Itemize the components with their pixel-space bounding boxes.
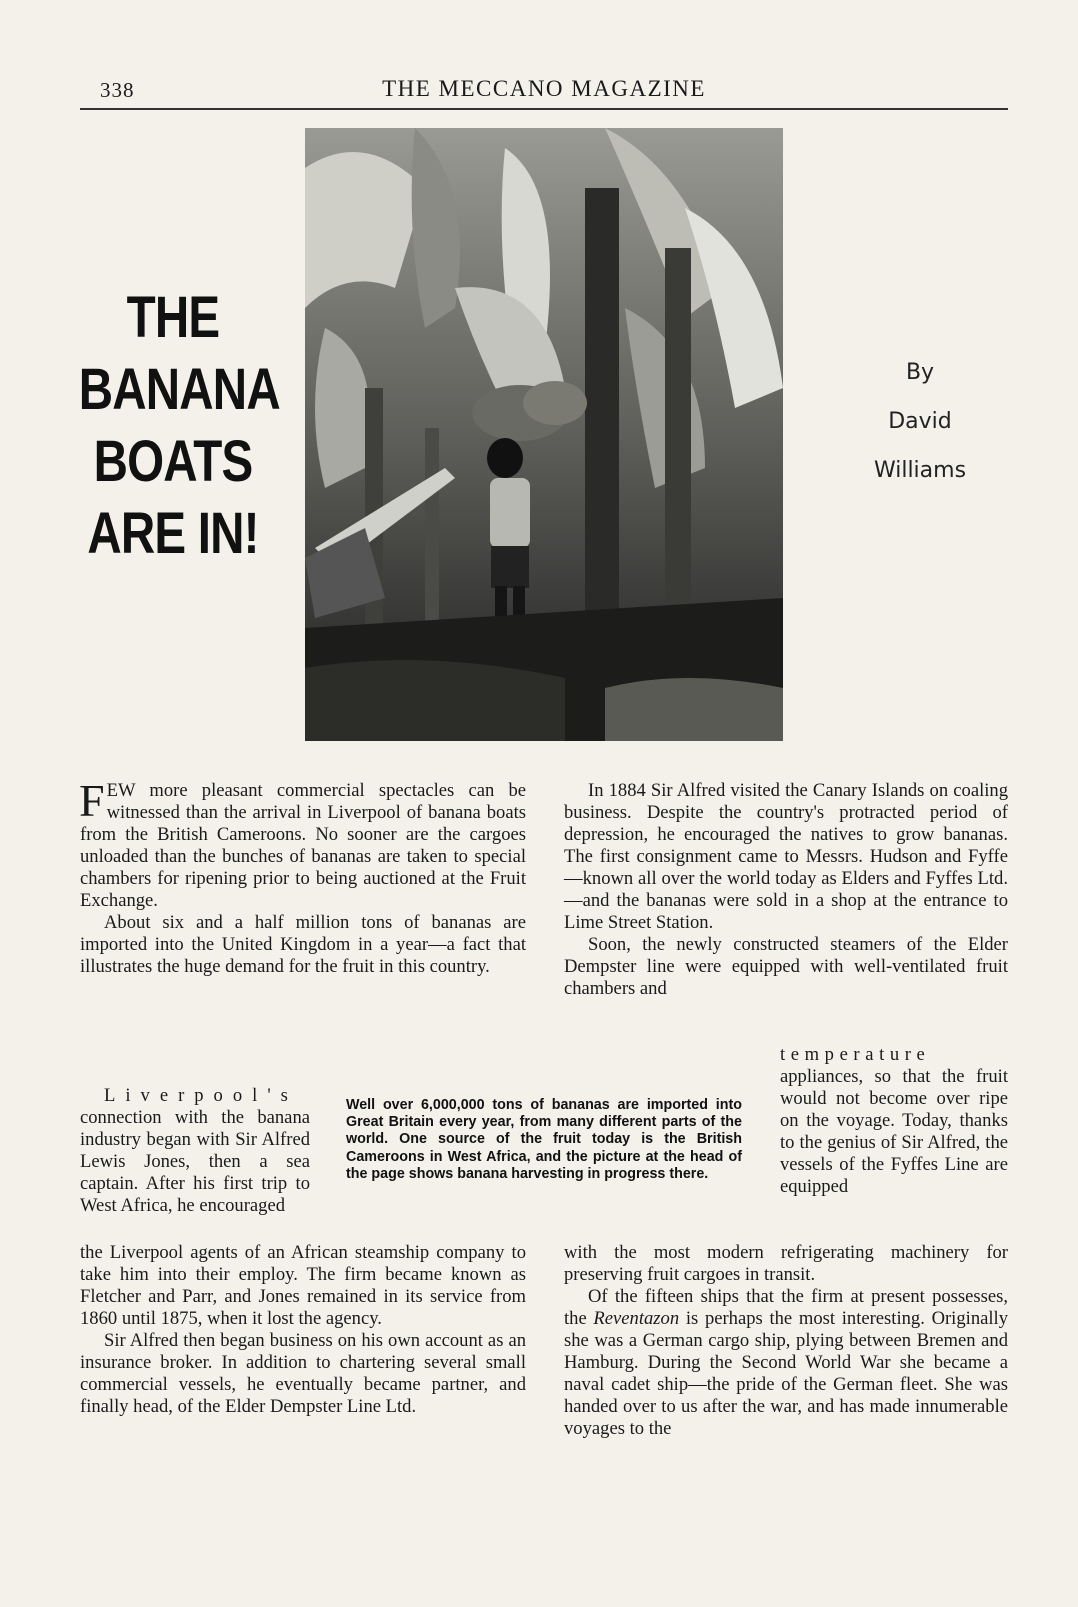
- headline-line-1: THE: [126, 285, 220, 350]
- ship-name: Reventazon: [593, 1308, 680, 1329]
- byline-first-name: David: [888, 409, 952, 434]
- headline-line-2: BANANA: [78, 357, 280, 422]
- paragraph-3-start: [80, 1085, 310, 1217]
- header-rule: [80, 108, 1008, 110]
- paragraph-6-continued: with the most modern refrigerating machinery for preserving fruit cargoes in transit.: [564, 1242, 1008, 1285]
- photo-caption: Well over 6,000,000 tons of bananas are imported into Great Britain every year, from many different parts of the world. One source of the fruit today is the British Cameroons in West Africa, and the picture at the head of the page shows banana harvesting in progress there.: [346, 1097, 742, 1182]
- paragraph-6-spaced-word: temperature: [780, 1044, 931, 1065]
- magazine-title: THE MECCANO MAGAZINE: [382, 76, 706, 101]
- paragraph-6-start: Soon, the newly constructed steamers of the Elder Dempster line were equipped with well-ventilated fruit chambers and: [564, 934, 1008, 999]
- paragraph-2: About six and a half million tons of bananas are imported into the United Kingdom in a year—a fact that illustrates the huge demand for the fruit in this country.: [80, 912, 526, 977]
- paragraph-4: Sir Alfred then began business on his own account as an insurance broker. In addition to chartering several small commercial vessels, he eventually became partner, and finally head, of the Elder Dempster Line Ltd.: [80, 1330, 526, 1417]
- paragraph-1: [79, 775, 526, 912]
- article-column-1-lower: [80, 1242, 526, 1418]
- paragraph-7-after: is perhaps the most interesting. Originally she was a German cargo ship, plying between Bremen and Hamburg. During the Second World War she became a naval cadet ship—the pride of the German fleet. She was handed over to us after the war, and has made innumerable voyages to the: [564, 1308, 1008, 1439]
- page-header: [80, 74, 1008, 108]
- paragraph-3-continued: the Liverpool agents of an African steamship company to take him into their employ. The firm became known as Fletcher and Parr, and Jones remained in its service from 1860 until 1875, when it lost the agency.: [80, 1242, 526, 1329]
- article-column-2: [564, 780, 1008, 1000]
- article-narrow-left: [80, 1066, 310, 1235]
- byline-last-name: Williams: [873, 458, 967, 483]
- article-headline: [78, 282, 280, 570]
- byline: [840, 348, 1000, 495]
- banana-harvest-photo: [305, 128, 783, 741]
- article-narrow-right: [780, 1044, 1008, 1198]
- paragraph-7-before: Of the fifteen ships that the firm at present possesses, the: [564, 1286, 1008, 1329]
- paragraph-6-narrow: [780, 1044, 1008, 1198]
- paragraph-7: [564, 1286, 1008, 1440]
- drop-cap: F: [79, 775, 105, 826]
- headline-line-4: ARE IN!: [87, 501, 259, 566]
- article-column-2-lower: [564, 1242, 1008, 1440]
- page-number: 338: [100, 78, 135, 102]
- paragraph-5: In 1884 Sir Alfred visited the Canary Islands on coaling business. Despite the country's protracted period of depression, he encouraged the natives to grow bananas. The first consignment came to Messrs. Hudson and Fyffe—known all over the world today as Elders and Fyffes Ltd.—and the bananas were sold in a shop at the entrance to Lime Street Station.: [564, 780, 1008, 933]
- paragraph-3-first-word: Liverpool's: [104, 1084, 298, 1106]
- paragraph-6-narrow-text: appliances, so that the fruit would not become over ripe on the voyage. Today, thanks to the genius of Sir Alfred, the vessels of the Fyffes Line are equipped: [780, 1066, 1008, 1197]
- article-column-1: [79, 775, 526, 978]
- byline-by: By: [905, 360, 935, 385]
- paragraph-3-narrow-text: connection with the banana industry began with Sir Alfred Lewis Jones, then a sea captain. After his first trip to West Africa, he encouraged: [80, 1106, 310, 1216]
- paragraph-1-text: EW more pleasant commercial spectacles can be witnessed than the arrival in Liverpool of banana boats from the British Cameroons. No sooner are the cargoes unloaded than the bunches of bananas are taken to special chambers for ripening prior to being auctioned at the Fruit Exchange.: [80, 780, 526, 911]
- headline-line-3: BOATS: [93, 429, 253, 494]
